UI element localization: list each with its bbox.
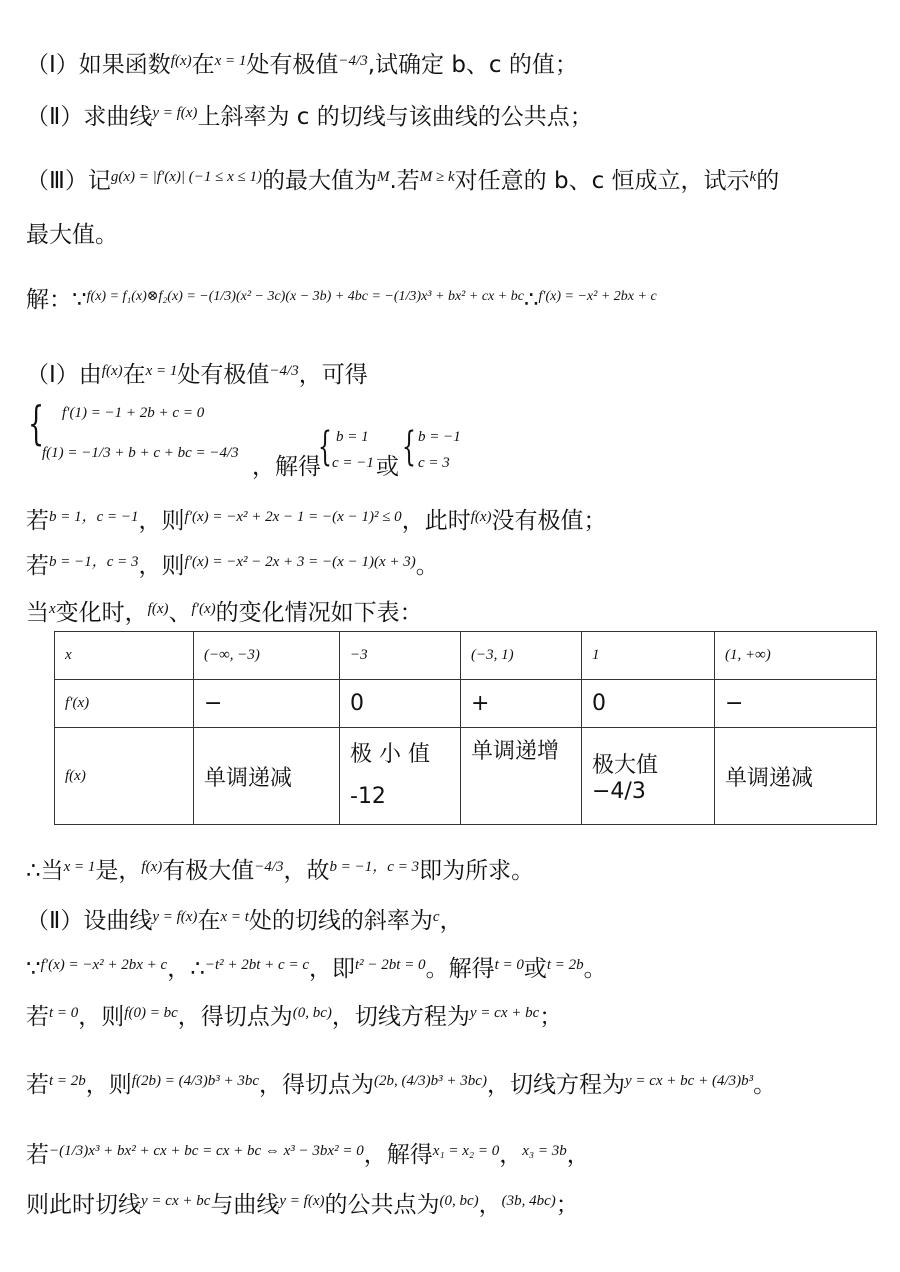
p2b-t1: t = 0 [494,957,524,973]
q3-text-b: 的最大值为 [261,168,377,194]
variation-table [54,631,877,825]
p2e-text-c: ， [499,1142,523,1168]
q1-x1: x = 1 [214,53,247,69]
table-cell: 单调递减 [715,728,877,825]
t1-x1: x = 1 [63,859,96,875]
p1-text-d: ，可得 [298,362,368,388]
table-cell: 1 [582,632,715,680]
table-cell: −3 [340,632,461,680]
case-t-0 [26,998,890,1032]
question-3 [26,162,890,196]
p2c-t: t = 0 [49,1005,79,1021]
c3-text-c: 、 [168,600,192,626]
c3-text-b: 变化时， [55,600,148,626]
p2c-point: (0, bc) [292,1005,332,1021]
p2-text-c: 处的切线的斜率为 [248,908,433,934]
p2-text-b: 在 [197,908,221,934]
p2e-text-a: 若 [26,1142,49,1168]
question-3-cont [26,220,890,250]
p2c-text-e: ； [539,1004,563,1030]
p2d-point: (2b, (4/3)b³ + 3bc) [374,1073,487,1089]
q1-fx: f(x) [170,53,192,69]
part-2-intro [26,902,890,936]
system-eq-2: f(1) = −1/3 + b + c + bc = −4/3 [42,445,239,461]
q1-text-d: ,试确定 b、c 的值； [367,52,578,78]
p2c-text-c: ，得切点为 [177,1004,293,1030]
p2d-t: t = 2b [49,1073,86,1089]
p2e-eq: −(1/3)x³ + bx² + cx + bc = cx + bc ⇔ x³ − 3bx² = 0 [49,1143,364,1159]
case-1 [26,502,890,536]
q3-ineq: M ≥ k [419,169,455,185]
p2b-eq2: t² − 2bt = 0 [354,957,426,973]
p2b-text-a: ∵ [26,956,41,982]
table-cell: (−3, 1) [461,632,582,680]
t1-text-e: 即为所求。 [419,858,535,884]
p2f-text-a: 则此时切线 [26,1192,141,1218]
c2-bc: b = −1，c = 3 [49,554,139,570]
table-cell: 单调递增 [461,728,582,825]
q3-k: k [749,169,757,185]
q3-text-e: 的 [756,168,780,194]
p2b-text-b: ，∴ [167,956,205,982]
p2d-text-d: ，切线方程为 [486,1072,625,1098]
p1-value: −4/3 [269,363,299,379]
p2f-text-b: 与曲线 [210,1192,280,1218]
c1-text-d: 没有极值； [491,508,607,534]
p2c-line: y = cx + bc [469,1005,540,1021]
sol-fprime: f′(x) = −x² + 2bx + c [538,289,657,304]
p2f-text-d: ， [478,1192,502,1218]
q3-text-d: 对任意的 b、c 恒成立，试示 [454,168,750,194]
p1-text-a: （Ⅰ）由 [26,362,102,388]
p2c-text-a: 若 [26,1004,49,1030]
table-row [55,632,877,680]
p2f-line: y = cx + bc [141,1193,211,1209]
solution-2-b: b = −1 [418,429,461,445]
c3-x: x [49,601,56,617]
p2c-f0: f(0) = bc [124,1005,178,1021]
c2-text-c: 。 [415,553,439,579]
part-2-derivation [26,950,890,984]
table-cell: (−∞, −3) [194,632,340,680]
p2e-text-b: ，解得 [363,1142,433,1168]
p2b-t2: t = 2b [546,957,584,973]
question-1 [26,46,890,80]
p2d-text-c: ，得切点为 [259,1072,375,1098]
table-cell: f(x) [55,728,194,825]
p1-fx: f(x) [101,363,123,379]
case-t-2b [26,1066,890,1100]
p2e-root-1: x₁ = x₂ = 0 [432,1143,500,1159]
q1-text-b: 在 [191,52,215,78]
p2f-point-1: (0, bc) [439,1193,479,1209]
p2e-text-d: ， [566,1142,590,1168]
table-intro [26,594,890,628]
table-cell: 0 [340,680,461,728]
common-points [26,1186,890,1220]
q2-curve: y = f(x) [152,105,198,121]
c3-fx: f(x) [147,601,169,617]
table-cell: 极 小 值 -12 [340,728,461,825]
solution-1-c: c = −1 [332,455,374,471]
q3-text-a: （Ⅲ）记 [26,168,111,194]
t1-bc: b = −1，c = 3 [329,859,420,875]
p2d-line: y = cx + bc + (4/3)b³ [624,1073,754,1089]
p2f-point-2: (3b, 4bc) [501,1193,556,1209]
solution-2-brace: { [402,424,416,470]
solution-intro [26,282,890,315]
table-cell: − [194,680,340,728]
table-cell: x [55,632,194,680]
p2-text-a: （Ⅱ）设曲线 [26,908,153,934]
p2b-fprime: f′(x) = −x² + 2bx + c [40,957,168,973]
p2d-text-a: 若 [26,1072,49,1098]
p1-text-c: 处有极值 [177,362,270,388]
p2b-text-d: 。解得 [425,956,495,982]
or-label [376,452,399,482]
t1-text-c: 有极大值 [162,858,255,884]
t1-fx: f(x) [141,859,163,875]
c2-fprime: f′(x) = −x² − 2x + 3 = −(x − 1)(x + 3) [184,554,416,570]
p2-curve: y = f(x) [152,909,198,925]
table-row [55,680,877,728]
p2f-text-e: ； [555,1192,579,1218]
table-cell: 单调递减 [194,728,340,825]
c2-text-a: 若 [26,553,49,579]
q1-value: −4/3 [338,53,368,69]
q2-text-a: （Ⅱ）求曲线 [26,104,153,130]
table-cell: + [461,680,582,728]
p2b-eq: −t² + 2bt + c = c [204,957,309,973]
p1-x1: x = 1 [145,363,178,379]
solution-1-brace: { [318,424,332,470]
table-cell: 0 [582,680,715,728]
table-cell: f′(x) [55,680,194,728]
p2d-f2b: f(2b) = (4/3)b³ + 3bc [131,1073,260,1089]
t1-text-a: ∴当 [26,858,64,884]
q3-M: M [376,169,390,185]
c1-text-c: ，此时 [401,508,471,534]
p1-text-b: 在 [122,362,146,388]
t1-text-d: ，故 [283,858,330,884]
solution-1-b: b = 1 [336,429,369,445]
c1-fx: f(x) [470,509,492,525]
table-cell: − [715,680,877,728]
q1-text-c: 处有极值 [246,52,339,78]
system-solved [252,452,321,482]
table-row [55,728,877,825]
system-eq-1: f′(1) = −1 + 2b + c = 0 [62,405,205,421]
p2f-text-c: 的公共点为 [324,1192,440,1218]
or-text: 或 [376,454,399,480]
sol-text-b: ∴ [523,287,539,313]
p2c-text-d: ，切线方程为 [331,1004,470,1030]
conclusion-1 [26,852,890,886]
sol-fx-def: f(x) = f₁(x)⊗f₂(x) = −(1/3)(x² − 3c)(x − 3b) + 4bc = −(1/3)x³ + bx² + cx + bc [86,289,524,304]
p2b-text-c: ，即 [308,956,355,982]
solved-label: ，解得 [252,454,321,480]
p2-c: c [432,909,440,925]
c3-text-a: 当 [26,600,49,626]
c3-text-d: 的变化情况如下表： [215,600,423,626]
t1-text-b: 是， [95,858,142,884]
q3-g: g(x) = |f′(x)| (−1 ≤ x ≤ 1) [110,169,262,185]
c1-text-b: ，则 [138,508,185,534]
t1-value: −4/3 [254,859,284,875]
q2-text-b: 上斜率为 c 的切线与该曲线的公共点； [197,104,593,130]
case-2 [26,547,890,581]
table-cell: (1, +∞) [715,632,877,680]
intersection-equation [26,1136,890,1170]
c1-fprime: f′(x) = −x² + 2x − 1 = −(x − 1)² ≤ 0 [184,509,402,525]
p2d-text-e: 。 [753,1072,777,1098]
c3-fprime: f′(x) [191,601,216,617]
p2-text-d: ， [439,908,463,934]
c2-text-b: ，则 [138,553,185,579]
question-2 [26,98,890,132]
c1-text-a: 若 [26,508,49,534]
q1-text-a: （Ⅰ）如果函数 [26,52,171,78]
system-brace: { [28,396,45,450]
p2c-text-b: ，则 [78,1004,125,1030]
q3-text-cont: 最大值。 [26,222,118,248]
part-1-intro [26,356,890,390]
q3-text-c: .若 [389,168,420,194]
table-cell: 极大值 −4/3 [582,728,715,825]
p2d-text-b: ，则 [85,1072,132,1098]
sol-text-a: 解：∵ [26,287,87,313]
solution-2-c: c = 3 [418,455,450,471]
p2b-end: 。 [583,956,607,982]
p2b-or: 或 [523,956,547,982]
p2f-curve: y = f(x) [279,1193,325,1209]
p2-xt: x = t [220,909,249,925]
p2e-root-2: x₃ = 3b [522,1143,567,1159]
c1-bc: b = 1，c = −1 [49,509,139,525]
